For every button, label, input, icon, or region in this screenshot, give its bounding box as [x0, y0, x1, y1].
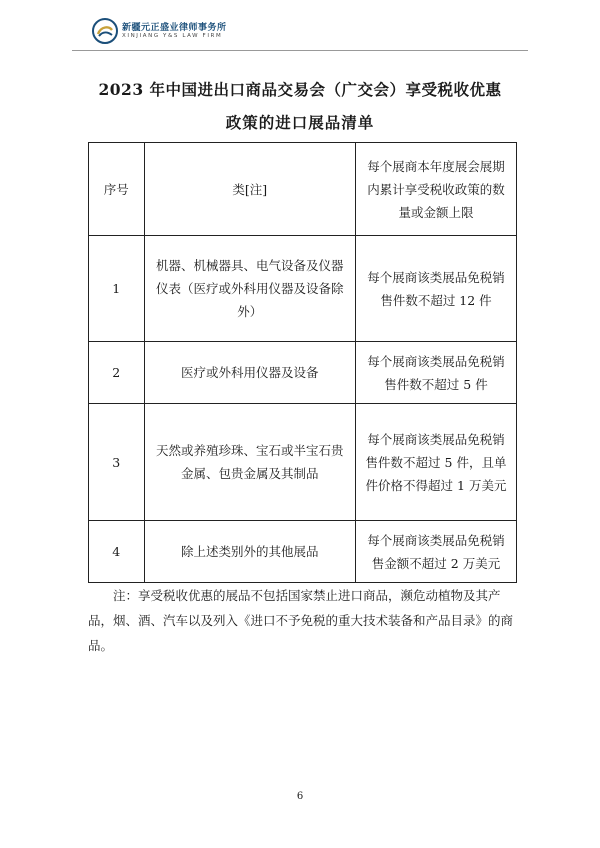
table-row: [89, 342, 517, 404]
row-no: 2: [89, 342, 145, 404]
table-header-row: [89, 143, 517, 236]
footnote: 注：享受税收优惠的展品不包括国家禁止进口商品，濒危动植物及其产品，烟、酒、汽车以及列入《进口不予免税的重大技术装备和产品目录》的商品。: [88, 588, 514, 653]
row-limit: 每个展商该类展品免税销售金额不超过 2 万美元: [356, 521, 517, 583]
header-category: 类[注]: [144, 143, 355, 236]
row-category: 除上述类别外的其他展品: [144, 521, 355, 583]
row-no: 1: [89, 236, 145, 342]
letterhead: [92, 16, 272, 50]
firm-name-cn: 新疆元正盛业律师事务所: [122, 23, 227, 33]
row-category: 机器、机械器具、电气设备及仪器仪表（医疗或外科用仪器及设备除外）: [144, 236, 355, 342]
row-no: 3: [89, 404, 145, 521]
header-no: 序号: [89, 143, 145, 236]
header-limit: 每个展商本年度展会展期内累计享受税收政策的数量或金额上限: [356, 143, 517, 236]
header-divider: [72, 50, 528, 51]
firm-logo-icon: [92, 18, 118, 44]
page-number: 6: [296, 791, 304, 802]
row-limit: 每个展商该类展品免税销售件数不超过 12 件: [356, 236, 517, 342]
document-title-line1: 2023 年中国进出口商品交易会（广交会）享受税收优惠: [98, 80, 502, 99]
row-limit: 每个展商该类展品免税销售件数不超过 5 件，且单件价格不得超过 1 万美元: [356, 404, 517, 521]
table-row: [89, 404, 517, 521]
table-row: [89, 236, 517, 342]
row-category: 天然或养殖珍珠、宝石或半宝石贵金属、包贵金属及其制品: [144, 404, 355, 521]
row-category: 医疗或外科用仪器及设备: [144, 342, 355, 404]
row-limit: 每个展商该类展品免税销售件数不超过 5 件: [356, 342, 517, 404]
firm-name-en: XINJIANG Y&S LAW FIRM: [122, 33, 223, 39]
document-title-line2: 政策的进口展品清单: [225, 113, 375, 132]
table-row: [89, 521, 517, 583]
exhibit-list-table: [88, 142, 517, 583]
row-no: 4: [89, 521, 145, 583]
